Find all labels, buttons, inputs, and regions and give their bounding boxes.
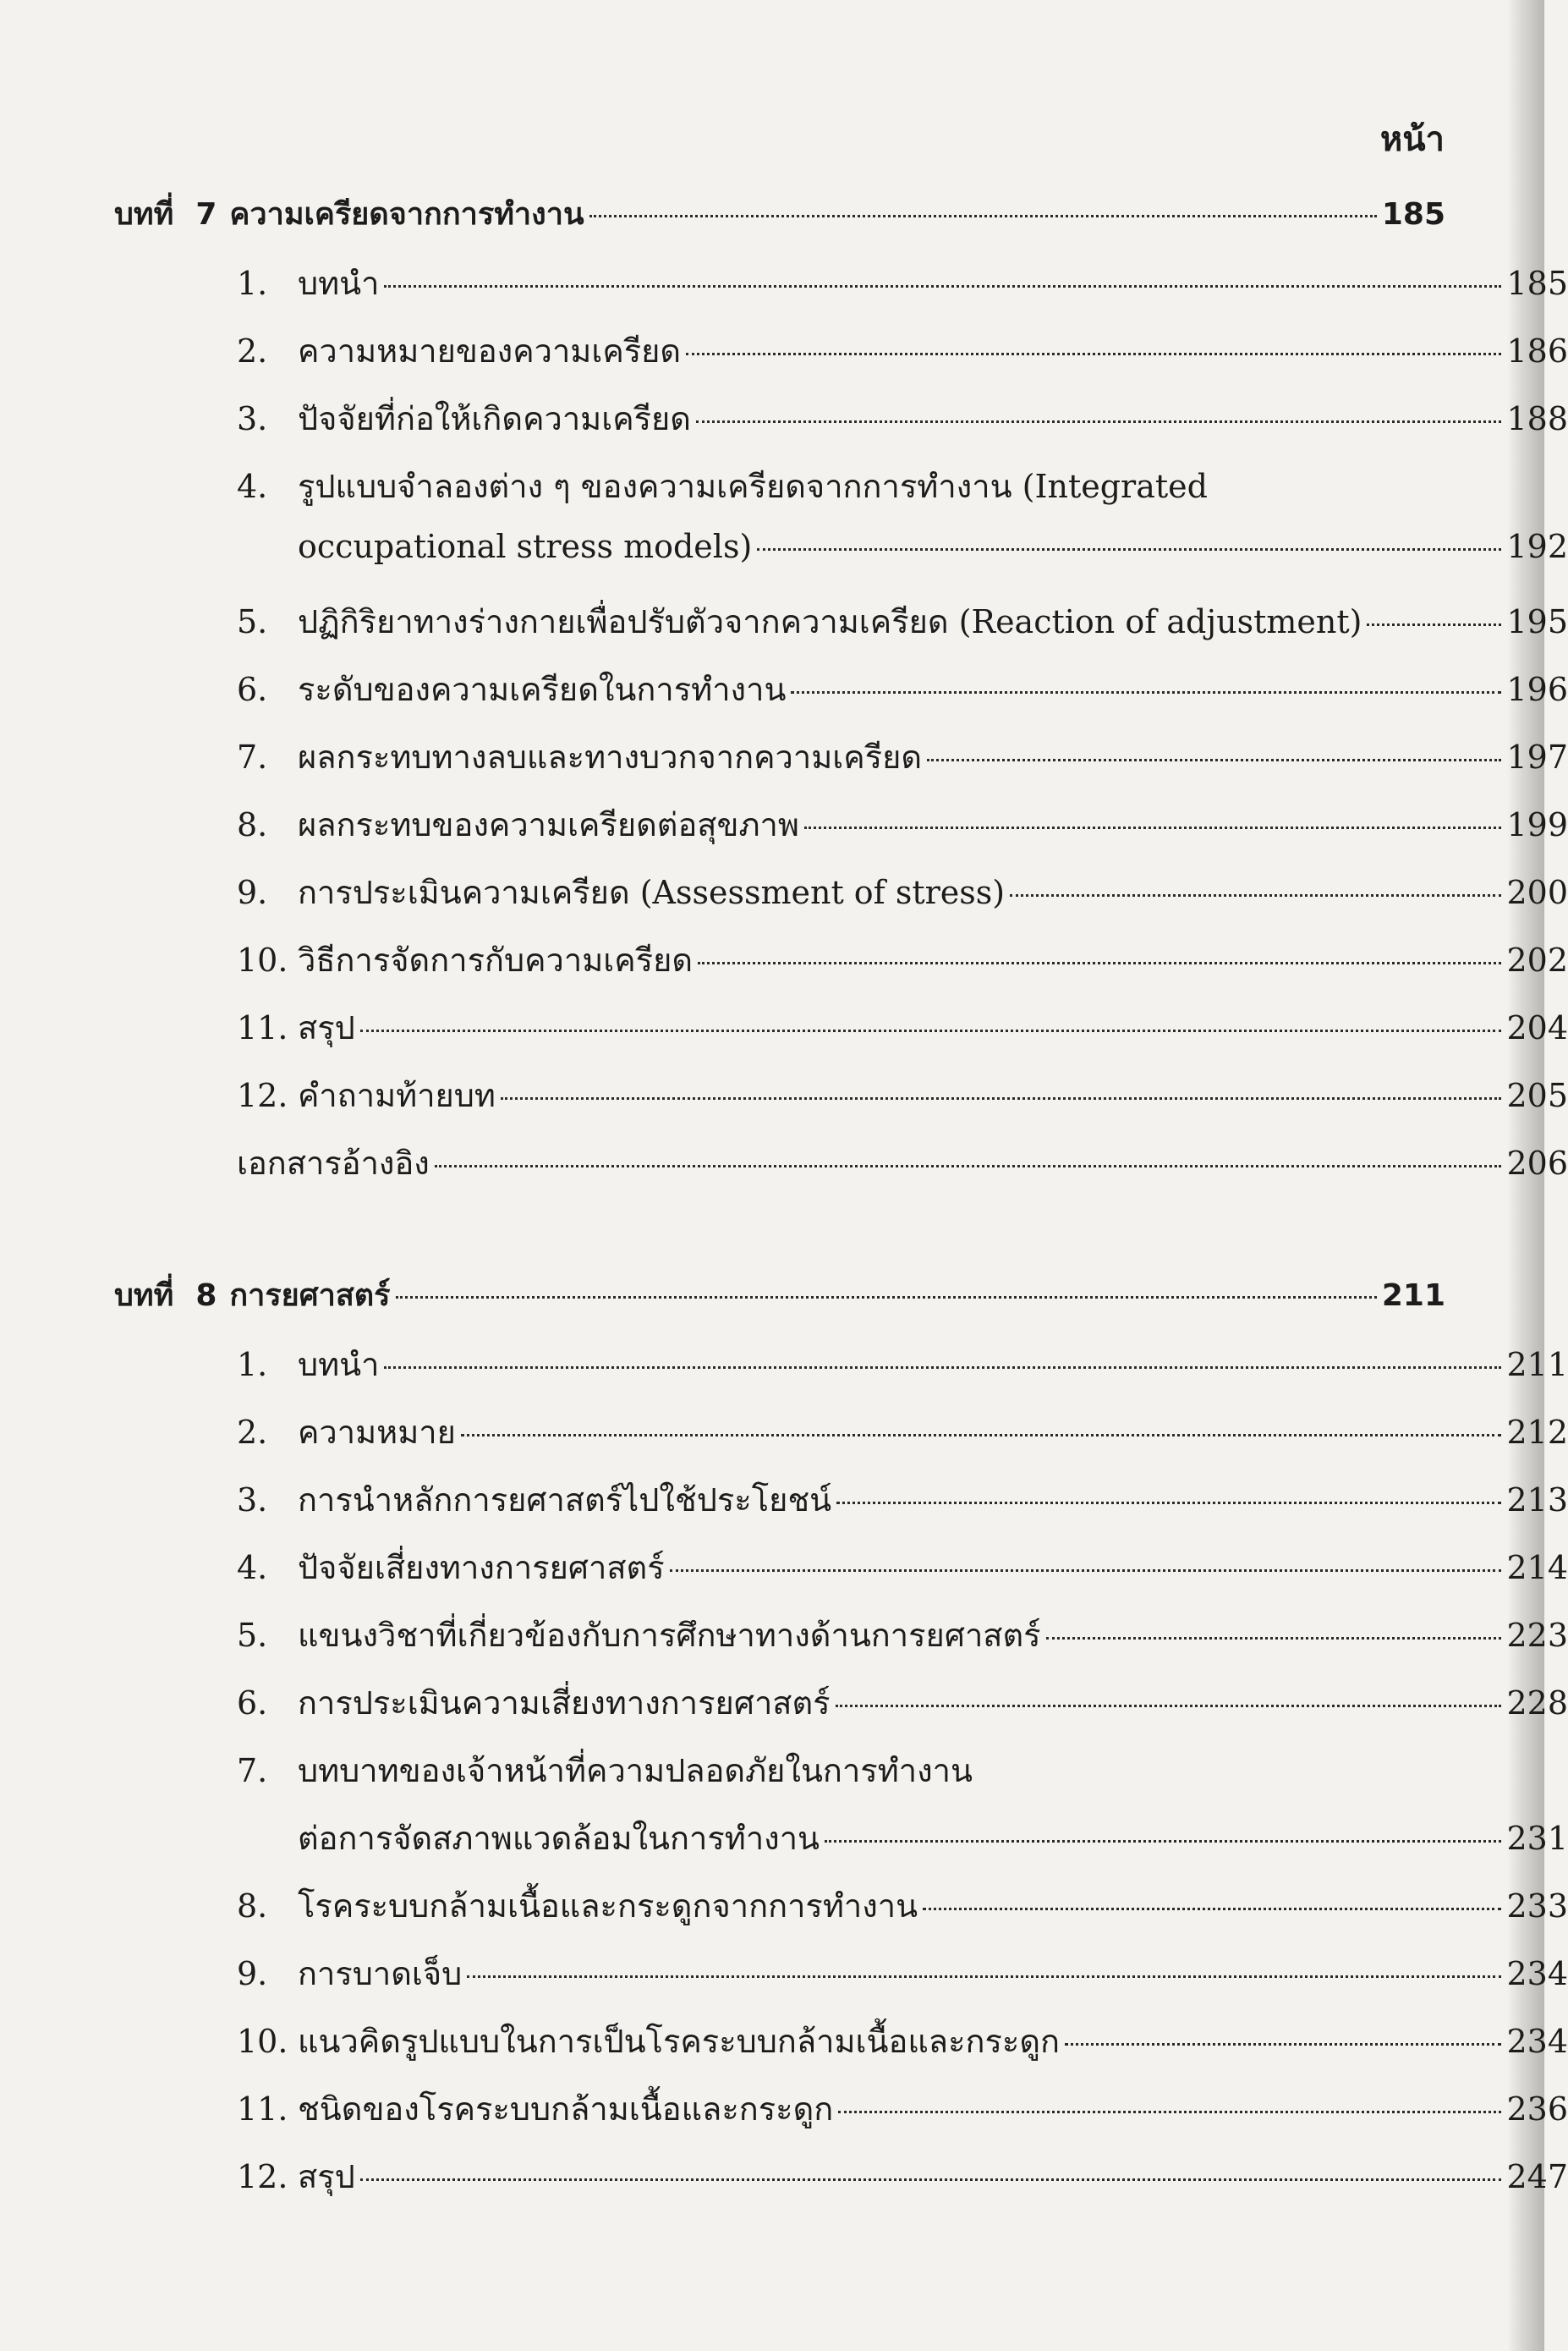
page-number: 213 bbox=[1506, 1481, 1568, 1519]
toc-entry[interactable] bbox=[114, 1541, 1568, 1589]
entry-number: 11. bbox=[237, 1009, 288, 1046]
dot-leader bbox=[467, 1975, 1501, 1978]
entry-title: รูปแบบจำลองต่าง ๆ ของความเครียดจากการทำงาน (Integrated bbox=[298, 468, 1208, 505]
page-number: 188 bbox=[1506, 400, 1568, 437]
dot-leader bbox=[360, 1030, 1502, 1032]
toc-entry[interactable] bbox=[114, 2083, 1568, 2130]
dot-leader bbox=[696, 420, 1501, 423]
entry-number: 3. bbox=[237, 400, 268, 437]
dot-leader bbox=[670, 1569, 1502, 1572]
chapter-heading[interactable] bbox=[114, 190, 1445, 237]
entry-number: 11. bbox=[237, 2090, 288, 2128]
entry-number: 7. bbox=[237, 739, 268, 776]
entry-title: ระดับของความเครียดในการทำงาน bbox=[298, 671, 787, 708]
entry-number: 10. bbox=[237, 2023, 288, 2060]
references-title: เอกสารอ้างอิง bbox=[237, 1145, 430, 1182]
page-number: 236 bbox=[1506, 2090, 1568, 2128]
page-number: 186 bbox=[1506, 332, 1568, 370]
entry-title: ความหมายของความเครียด bbox=[298, 332, 682, 370]
entry-title: ชนิดของโรคระบบกล้ามเนื้อและกระดูก bbox=[298, 2090, 834, 2128]
toc-entry[interactable] bbox=[114, 596, 1568, 643]
page-number: 197 bbox=[1506, 739, 1568, 776]
page-number: 192 bbox=[1506, 528, 1568, 565]
toc-entry[interactable] bbox=[114, 257, 1568, 305]
entry-number: 12. bbox=[237, 1077, 288, 1114]
entry-number: 8. bbox=[237, 1887, 268, 1925]
entry-number: 9. bbox=[237, 1955, 268, 1992]
toc-entry[interactable] bbox=[114, 325, 1568, 372]
page-number: 212 bbox=[1506, 1414, 1568, 1451]
dot-leader bbox=[923, 1908, 1501, 1910]
chapter-number: 7 bbox=[195, 197, 217, 232]
toc-entry[interactable] bbox=[114, 731, 1568, 778]
toc-entry[interactable] bbox=[114, 1744, 1568, 1792]
dot-leader bbox=[686, 353, 1501, 355]
dot-leader bbox=[1046, 1637, 1502, 1640]
page-number: 200 bbox=[1506, 874, 1568, 911]
page-number: 233 bbox=[1506, 1887, 1568, 1925]
dot-leader bbox=[360, 2178, 1502, 2181]
entry-number: 2. bbox=[237, 1414, 268, 1451]
page-column-header: หน้า bbox=[1379, 120, 1445, 159]
dot-leader bbox=[1010, 894, 1501, 897]
entry-title-continuation: ต่อการจัดสภาพแวดล้อมในการทำงาน bbox=[298, 1820, 820, 1857]
page-number: 211 bbox=[1506, 1346, 1568, 1383]
toc-entry[interactable] bbox=[114, 2015, 1568, 2063]
dot-leader bbox=[1065, 2043, 1501, 2046]
page-number: 205 bbox=[1506, 1077, 1568, 1114]
dot-leader bbox=[791, 691, 1501, 694]
page-number: 195 bbox=[1506, 603, 1568, 640]
entry-title: ปฏิกิริยาทางร่างกายเพื่อปรับตัวจากความเครียด (Reaction of adjustment) bbox=[298, 603, 1362, 640]
toc-entry[interactable] bbox=[114, 663, 1568, 711]
dot-leader bbox=[757, 548, 1501, 551]
page-number: 228 bbox=[1506, 1684, 1568, 1722]
dot-leader bbox=[396, 1296, 1377, 1299]
dot-leader bbox=[838, 2111, 1501, 2113]
entry-title: บทนำ bbox=[298, 265, 380, 302]
entry-number: 4. bbox=[237, 1549, 268, 1586]
toc-entry[interactable] bbox=[114, 393, 1568, 440]
dot-leader bbox=[461, 1434, 1502, 1436]
entry-number: 2. bbox=[237, 332, 268, 370]
dot-leader bbox=[435, 1165, 1502, 1167]
toc-entry[interactable] bbox=[114, 1069, 1568, 1117]
entry-number: 6. bbox=[237, 671, 268, 708]
entry-number: 3. bbox=[237, 1481, 268, 1519]
entry-number: 5. bbox=[237, 603, 268, 640]
dot-leader bbox=[836, 1502, 1501, 1504]
page-number: 206 bbox=[1506, 1145, 1568, 1182]
entry-number: 12. bbox=[237, 2158, 288, 2195]
chapter-title: ความเครียดจากการทำงาน bbox=[229, 197, 584, 232]
toc-entry[interactable] bbox=[114, 1677, 1568, 1724]
dot-leader bbox=[927, 759, 1501, 761]
entry-title: ผลกระทบของความเครียดต่อสุขภาพ bbox=[298, 806, 799, 843]
page-number: 199 bbox=[1506, 806, 1568, 843]
entry-title: ผลกระทบทางลบและทางบวกจากความเครียด bbox=[298, 739, 923, 776]
entry-title: ปัจจัยที่ก่อให้เกิดความเครียด bbox=[298, 400, 691, 437]
page-number: 211 bbox=[1381, 1278, 1445, 1313]
page-number: 185 bbox=[1506, 265, 1568, 302]
entry-number: 7. bbox=[237, 1752, 268, 1789]
toc-entry-continuation[interactable] bbox=[114, 528, 1568, 575]
chapter-label: บทที่ bbox=[114, 197, 174, 232]
entry-title: ปัจจัยเสี่ยงทางการยศาสตร์ bbox=[298, 1549, 665, 1586]
chapter-label: บทที่ bbox=[114, 1278, 174, 1313]
entry-number: 6. bbox=[237, 1684, 268, 1722]
entry-title: ความหมาย bbox=[298, 1414, 456, 1451]
dot-leader bbox=[825, 1840, 1501, 1843]
toc-entry[interactable] bbox=[114, 1609, 1568, 1656]
entry-number: 5. bbox=[237, 1617, 268, 1654]
page-number: 196 bbox=[1506, 671, 1568, 708]
page-number: 223 bbox=[1506, 1617, 1568, 1654]
toc-entry[interactable] bbox=[114, 1338, 1568, 1386]
toc-entry[interactable] bbox=[114, 460, 1568, 508]
chapter-title: การยศาสตร์ bbox=[229, 1278, 391, 1313]
page-number: 247 bbox=[1506, 2158, 1568, 2195]
entry-title: การบาดเจ็บ bbox=[298, 1955, 463, 1992]
toc-entry[interactable] bbox=[114, 1406, 1568, 1453]
entry-title: บทนำ bbox=[298, 1346, 380, 1383]
dot-leader bbox=[804, 827, 1502, 829]
entry-title: สรุป bbox=[298, 2158, 355, 2195]
entry-title: คำถามท้ายบท bbox=[298, 1077, 496, 1114]
toc-entry[interactable] bbox=[114, 1474, 1568, 1521]
entry-title: การประเมินความเครียด (Assessment of stress) bbox=[298, 874, 1006, 911]
page-number: 185 bbox=[1381, 197, 1445, 232]
toc-entry[interactable] bbox=[114, 2151, 1568, 2198]
entry-number: 4. bbox=[237, 468, 268, 505]
entry-number: 1. bbox=[237, 1346, 268, 1383]
chapter-heading[interactable] bbox=[114, 1271, 1445, 1318]
entry-title: โรคระบบกล้ามเนื้อและกระดูกจากการทำงาน bbox=[298, 1887, 918, 1925]
toc-entry-continuation[interactable] bbox=[114, 1812, 1568, 1859]
chapter-number: 8 bbox=[195, 1278, 217, 1313]
entry-number: 9. bbox=[237, 874, 268, 911]
dot-leader bbox=[384, 285, 1501, 288]
page-number: 234 bbox=[1506, 1955, 1568, 1992]
toc-entry[interactable] bbox=[114, 1880, 1568, 1927]
dot-leader bbox=[836, 1705, 1502, 1707]
entry-title: สรุป bbox=[298, 1009, 355, 1046]
dot-leader bbox=[384, 1366, 1501, 1369]
page-number: 234 bbox=[1506, 2023, 1568, 2060]
entry-title-continuation: occupational stress models) bbox=[298, 528, 753, 565]
entry-title: การประเมินความเสี่ยงทางการยศาสตร์ bbox=[298, 1684, 831, 1722]
entry-number: 1. bbox=[237, 265, 268, 302]
entry-title: บทบาทของเจ้าหน้าที่ความปลอดภัยในการทำงาน bbox=[298, 1752, 973, 1789]
dot-leader bbox=[698, 962, 1501, 964]
toc-entry[interactable] bbox=[114, 799, 1568, 846]
dot-leader bbox=[1367, 623, 1501, 626]
entry-number: 10. bbox=[237, 942, 288, 979]
entry-number: 8. bbox=[237, 806, 268, 843]
entry-title: การนำหลักการยศาสตร์ไปใช้ประโยชน์ bbox=[298, 1481, 832, 1519]
toc-entry[interactable] bbox=[114, 934, 1568, 981]
page-number: 202 bbox=[1506, 942, 1568, 979]
entry-title: วิธีการจัดการกับความเครียด bbox=[298, 942, 694, 979]
page-number: 204 bbox=[1506, 1009, 1568, 1046]
page-number: 214 bbox=[1506, 1549, 1568, 1586]
toc-entry[interactable] bbox=[114, 1947, 1568, 1995]
entry-title: แนวคิดรูปแบบในการเป็นโรคระบบกล้ามเนื้อและกระดูก bbox=[298, 2023, 1061, 2060]
entry-title: แขนงวิชาที่เกี่ยวข้องกับการศึกษาทางด้านการยศาสตร์ bbox=[298, 1617, 1041, 1654]
dot-leader bbox=[589, 215, 1377, 217]
dot-leader bbox=[501, 1097, 1501, 1100]
toc-entry[interactable] bbox=[114, 866, 1568, 914]
toc-references[interactable] bbox=[114, 1137, 1568, 1184]
toc-entry[interactable] bbox=[114, 1002, 1568, 1049]
page-number: 231 bbox=[1506, 1820, 1568, 1857]
